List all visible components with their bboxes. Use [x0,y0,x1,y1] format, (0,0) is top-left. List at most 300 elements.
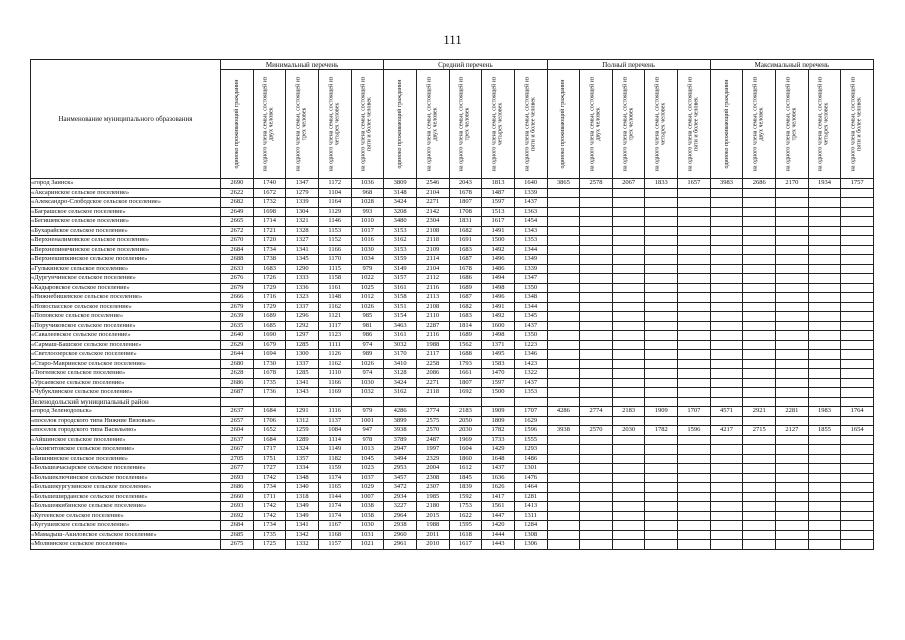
value-cell: 2680 [221,359,254,369]
value-cell: 1714 [253,217,286,227]
value-cell [351,397,384,407]
value-cell [580,511,613,521]
value-cell: 1738 [253,255,286,265]
value-cell: 2030 [449,426,482,436]
table-row [31,511,874,521]
value-cell [841,530,874,540]
value-cell [743,530,776,540]
value-cell [580,331,613,341]
value-cell: 3159 [384,255,417,265]
value-cell: 1486 [514,454,547,464]
value-cell: 1031 [351,530,384,540]
value-cell [612,321,645,331]
value-cell: 2665 [221,217,254,227]
sub-header-cell [318,70,351,179]
value-cell [743,540,776,550]
table-row [31,464,874,474]
value-cell [743,445,776,455]
value-cell [710,331,743,341]
value-cell: 1622 [449,511,482,521]
value-cell [841,236,874,246]
value-cell: 2657 [221,416,254,426]
value-cell: 1168 [318,530,351,540]
value-cell [547,540,580,550]
value-cell [710,388,743,398]
value-cell: 2693 [221,473,254,483]
municipality-name: «Светлоозерское сельское поселение» [31,350,221,360]
municipality-name: «Кадыровское сельское поселение» [31,283,221,293]
municipality-name: «Бухарайское сельское поселение» [31,226,221,236]
value-cell: 2043 [449,179,482,189]
value-cell [612,350,645,360]
table-row [31,283,874,293]
value-cell: 1371 [482,340,515,350]
value-cell: 1322 [514,369,547,379]
value-cell [580,188,613,198]
value-cell: 1742 [253,502,286,512]
value-cell [776,521,809,531]
value-cell [841,293,874,303]
value-cell: 1685 [253,321,286,331]
value-cell: 2692 [221,511,254,521]
value-cell: 3157 [384,274,417,284]
value-cell [547,255,580,265]
value-cell [547,245,580,255]
value-cell: 1158 [318,274,351,284]
value-cell [743,293,776,303]
value-cell: 1617 [482,217,515,227]
value-cell [776,540,809,550]
value-cell [776,483,809,493]
value-cell: 1284 [514,521,547,531]
value-cell: 1149 [318,445,351,455]
value-cell [612,217,645,227]
value-cell [841,521,874,531]
value-cell: 1742 [253,473,286,483]
value-cell [645,236,678,246]
value-cell [645,264,678,274]
value-cell: 1654 [841,426,874,436]
value-cell [547,226,580,236]
value-cell: 1339 [286,198,319,208]
municipality-name: «Баграшское сельское поселение» [31,207,221,217]
value-cell: 1347 [514,274,547,284]
value-cell [645,511,678,521]
value-cell [841,435,874,445]
sub-header-cell [678,70,711,179]
value-cell [645,274,678,284]
value-cell: 2108 [416,226,449,236]
value-cell [678,226,711,236]
value-cell [776,369,809,379]
sub-header-label: на одного члена семьи, состоящей из пяти и более человек [361,76,374,172]
value-cell: 1596 [678,426,711,436]
table-row [31,179,874,189]
value-cell: 2030 [612,426,645,436]
value-cell [547,388,580,398]
value-cell [612,236,645,246]
value-cell [612,274,645,284]
value-cell: 1492 [482,245,515,255]
value-cell: 3938 [547,426,580,436]
value-cell [645,245,678,255]
table-row [31,407,874,417]
value-cell [743,397,776,407]
value-cell: 2774 [580,407,613,417]
value-cell: 1437 [514,321,547,331]
value-cell [776,255,809,265]
sub-header-cell [253,70,286,179]
table-row [31,445,874,455]
value-cell: 1223 [514,340,547,350]
value-cell [808,530,841,540]
value-cell [776,236,809,246]
value-cell: 2640 [221,331,254,341]
value-cell [645,331,678,341]
value-cell [645,521,678,531]
value-cell [645,255,678,265]
value-cell [841,473,874,483]
value-cell: 1717 [253,445,286,455]
value-cell [580,464,613,474]
value-cell: 1689 [449,331,482,341]
value-cell: 1144 [318,492,351,502]
value-cell: 2015 [416,511,449,521]
value-cell [841,378,874,388]
value-cell: 1437 [514,378,547,388]
value-cell [580,274,613,284]
value-cell [710,274,743,284]
value-cell [547,397,580,407]
value-cell: 1339 [514,264,547,274]
value-cell: 1346 [514,350,547,360]
name-column-header: Наименование муниципального образования [31,60,221,179]
value-cell [580,378,613,388]
value-cell: 2287 [416,321,449,331]
value-cell: 1153 [318,226,351,236]
sub-header-label: на одного члена семьи, состоящей из трех человек [785,76,798,172]
value-cell [286,397,319,407]
value-cell: 1166 [318,245,351,255]
value-cell: 2575 [416,416,449,426]
value-cell: 1727 [253,464,286,474]
value-cell [678,255,711,265]
municipality-name: «Айшинское сельское поселение» [31,435,221,445]
value-cell [776,283,809,293]
value-cell: 1007 [351,492,384,502]
value-cell: 1725 [253,540,286,550]
value-cell [743,321,776,331]
value-cell: 1137 [318,416,351,426]
value-cell [612,416,645,426]
value-cell [678,236,711,246]
value-cell: 1343 [286,388,319,398]
table-row [31,331,874,341]
table-row [31,245,874,255]
value-cell [776,312,809,322]
value-cell [612,226,645,236]
municipality-name: «Аксаринское сельское поселение» [31,188,221,198]
value-cell: 1692 [449,388,482,398]
value-cell: 1285 [286,369,319,379]
value-cell: 2110 [416,312,449,322]
value-cell: 1308 [514,530,547,540]
value-cell [743,207,776,217]
value-cell [710,226,743,236]
value-cell: 1729 [253,283,286,293]
value-cell [678,502,711,512]
value-cell: 2964 [384,511,417,521]
value-cell: 2570 [580,426,613,436]
value-cell [547,530,580,540]
table-row [31,388,874,398]
value-cell: 2180 [416,502,449,512]
value-cell: 1146 [318,217,351,227]
value-cell [808,435,841,445]
value-cell: 1492 [482,312,515,322]
value-cell [710,530,743,540]
value-cell [841,416,874,426]
value-cell [580,293,613,303]
municipality-name: «Бегишевское сельское поселение» [31,217,221,227]
sub-header-label: одиноко проживающий гражданин [723,79,730,169]
sub-header-cell [841,70,874,179]
value-cell: 1721 [253,226,286,236]
value-cell: 1498 [482,331,515,341]
value-cell [612,207,645,217]
value-cell [580,530,613,540]
value-cell: 2622 [221,188,254,198]
value-cell: 1028 [351,198,384,208]
data-table [30,59,874,550]
value-cell [776,217,809,227]
value-cell: 1289 [286,435,319,445]
value-cell: 1357 [286,454,319,464]
value-cell: 1013 [351,445,384,455]
value-cell: 1348 [286,473,319,483]
value-cell: 2170 [776,179,809,189]
value-cell: 1678 [253,369,286,379]
value-cell: 1751 [253,454,286,464]
value-cell: 1148 [318,293,351,303]
value-cell [678,198,711,208]
value-cell: 1312 [286,416,319,426]
value-cell [841,511,874,521]
value-cell: 3472 [384,483,417,493]
value-cell [678,416,711,426]
value-cell: 3128 [384,369,417,379]
value-cell [612,473,645,483]
municipality-name: «Верхнепинячинское сельское поселение» [31,245,221,255]
municipality-name: «Акзигитовское сельское поселение» [31,445,221,455]
table-row [31,378,874,388]
sub-header-cell [221,70,254,179]
value-cell [580,473,613,483]
value-cell [743,473,776,483]
value-cell [710,207,743,217]
value-cell: 1182 [318,454,351,464]
value-cell: 3158 [384,293,417,303]
value-cell [710,521,743,531]
value-cell: 1698 [253,207,286,217]
value-cell: 1300 [286,350,319,360]
value-cell: 1296 [286,312,319,322]
value-cell: 1036 [351,179,384,189]
value-cell [678,188,711,198]
value-cell: 1348 [514,293,547,303]
value-cell: 1123 [318,331,351,341]
value-cell: 1259 [286,426,319,436]
sub-header-cell [351,70,384,179]
value-cell [776,331,809,341]
value-cell: 3424 [384,378,417,388]
value-cell: 1341 [286,245,319,255]
value-cell: 1500 [482,388,515,398]
value-cell: 1344 [514,245,547,255]
value-cell [743,226,776,236]
table-row [31,236,874,246]
value-cell: 1350 [514,331,547,341]
value-cell [645,388,678,398]
value-cell: 1423 [514,359,547,369]
value-cell [580,435,613,445]
value-cell [776,464,809,474]
value-cell: 1164 [318,198,351,208]
value-cell [416,397,449,407]
value-cell [776,350,809,360]
value-cell: 2271 [416,198,449,208]
value-cell: 1730 [253,359,286,369]
sub-header-cell [645,70,678,179]
value-cell [580,492,613,502]
value-cell: 2127 [776,426,809,436]
value-cell [612,435,645,445]
value-cell [580,198,613,208]
value-cell [743,454,776,464]
value-cell: 2693 [221,502,254,512]
value-cell: 3153 [384,245,417,255]
value-cell [710,369,743,379]
value-cell [253,397,286,407]
value-cell: 4571 [710,407,743,417]
value-cell: 2628 [221,369,254,379]
value-cell: 2690 [221,179,254,189]
value-cell: 2676 [221,274,254,284]
sub-header-cell [416,70,449,179]
value-cell [808,416,841,426]
value-cell [808,454,841,464]
value-cell: 1337 [286,302,319,312]
sub-header-label: на одного члена семьи, состоящей из четырех человек [491,76,504,172]
value-cell: 1690 [253,331,286,341]
value-cell: 979 [351,407,384,417]
table-row [31,502,874,512]
value-cell: 4286 [547,407,580,417]
value-cell [710,236,743,246]
value-cell: 2578 [580,179,613,189]
value-cell [678,245,711,255]
value-cell [580,369,613,379]
value-cell [678,521,711,531]
value-cell [743,350,776,360]
value-cell [678,473,711,483]
table-row [31,340,874,350]
value-cell: 1341 [286,378,319,388]
value-cell: 2112 [416,274,449,284]
value-cell: 1708 [449,207,482,217]
value-cell [547,521,580,531]
value-cell: 4286 [384,407,417,417]
value-cell [547,435,580,445]
value-cell [645,473,678,483]
table-row [31,521,874,531]
municipality-name: «Мамадыш-Акиловское сельское поселение» [31,530,221,540]
value-cell: 1726 [253,274,286,284]
municipality-name: «Урсаевское сельское поселение» [31,378,221,388]
value-cell [710,435,743,445]
value-cell: 1595 [449,521,482,531]
value-cell [710,321,743,331]
table-row [31,302,874,312]
value-cell [841,226,874,236]
table-row [31,435,874,445]
value-cell [645,312,678,322]
value-cell [678,454,711,464]
municipality-name: «Большекургузинское сельское поселение» [31,483,221,493]
municipality-name: «Дургунчинское сельское поселение» [31,274,221,284]
value-cell [580,483,613,493]
value-cell: 1349 [286,502,319,512]
value-cell [547,302,580,312]
municipality-name: «Верхнешипкинское сельское поселение» [31,255,221,265]
value-cell: 1285 [286,340,319,350]
value-cell: 1500 [482,236,515,246]
value-cell: 3154 [384,312,417,322]
value-cell [678,312,711,322]
value-cell: 1340 [286,483,319,493]
value-cell: 1793 [449,359,482,369]
value-cell [612,378,645,388]
value-cell [808,369,841,379]
value-cell: 1110 [318,369,351,379]
table-row [31,454,874,464]
value-cell [743,245,776,255]
value-cell: 2686 [221,483,254,493]
value-cell: 993 [351,207,384,217]
value-cell: 3162 [384,236,417,246]
value-cell [743,435,776,445]
value-cell [743,283,776,293]
table-row [31,264,874,274]
sub-header-label: на одного члена семьи, состоящей из трех человек [459,76,472,172]
value-cell [580,236,613,246]
value-cell: 1038 [351,511,384,521]
value-cell [678,293,711,303]
value-cell: 1618 [449,530,482,540]
value-cell: 1301 [514,464,547,474]
value-cell [841,445,874,455]
municipality-name: «Гулькинское сельское поселение» [31,264,221,274]
value-cell [678,302,711,312]
value-cell [547,416,580,426]
municipality-name: «Кугеевское сельское поселение» [31,511,221,521]
value-cell: 1934 [808,179,841,189]
value-cell: 2004 [416,464,449,474]
value-cell: 1121 [318,312,351,322]
value-cell [547,502,580,512]
value-cell [808,473,841,483]
value-cell: 1617 [449,540,482,550]
